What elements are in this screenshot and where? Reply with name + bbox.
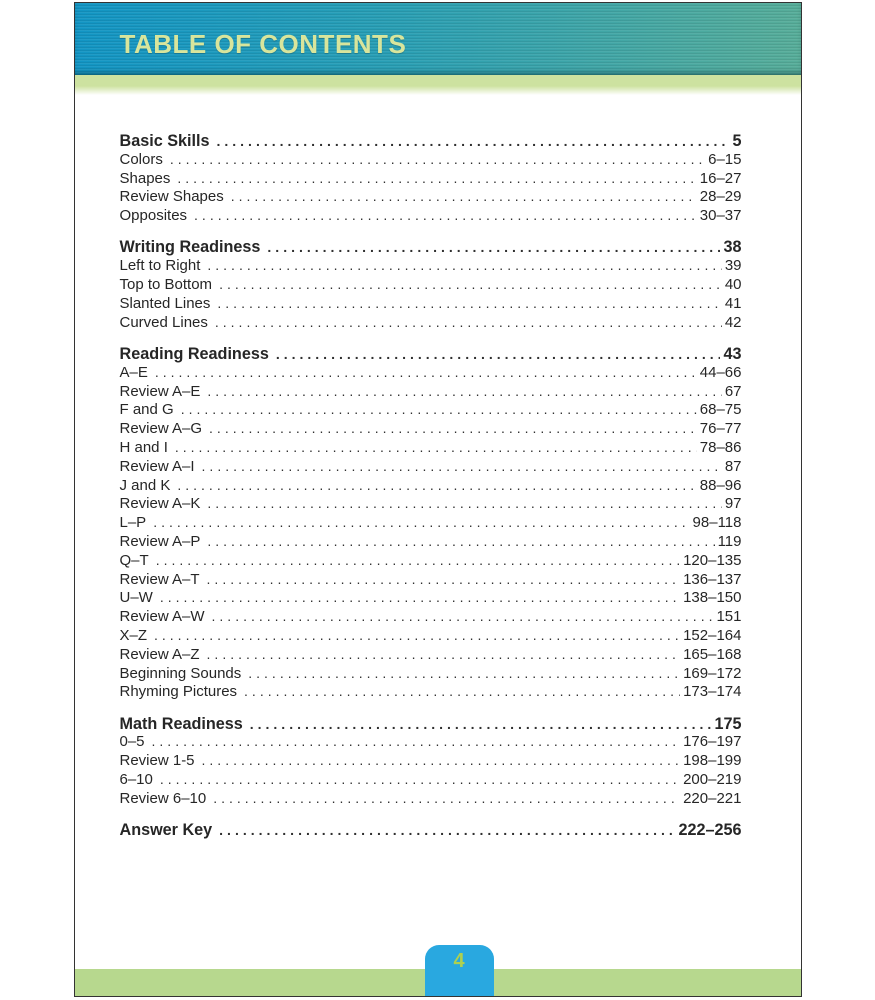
- toc-row: [120, 420, 742, 439]
- toc-entry-pages: 165–168: [683, 645, 742, 663]
- toc-entry-label: Review A–K: [119, 495, 201, 513]
- toc-entry-label: 0–5: [119, 733, 145, 751]
- dot-leader: [207, 571, 681, 588]
- dot-leader: [202, 458, 722, 475]
- toc-row: [120, 257, 742, 276]
- toc-entry-pages: 76–77: [699, 420, 742, 438]
- toc-entry-label: 6–10: [119, 771, 153, 788]
- toc-entry-pages: 151: [716, 608, 742, 626]
- toc-row: [120, 514, 742, 533]
- toc-row: [120, 238, 742, 257]
- toc-row: [120, 733, 742, 752]
- dot-leader: [153, 514, 689, 531]
- toc-entry-pages: 40: [724, 276, 742, 294]
- toc-entry-label: Shapes: [119, 169, 171, 187]
- toc-row: [120, 383, 742, 402]
- toc-row: [120, 715, 742, 734]
- toc-entry-pages: 87: [724, 457, 742, 475]
- dot-leader: [212, 608, 714, 625]
- dot-leader: [244, 683, 680, 700]
- book-page: [74, 2, 802, 997]
- dot-leader: [155, 364, 697, 381]
- toc-row: [120, 276, 742, 295]
- dot-leader: [209, 420, 697, 437]
- toc-row: [120, 151, 742, 170]
- toc-entry-label: Review 6–10: [119, 789, 207, 807]
- toc-entry-label: U–W: [119, 589, 153, 607]
- toc-entry-pages: 88–96: [699, 476, 742, 494]
- toc-row: [120, 364, 742, 383]
- toc-row: [120, 571, 742, 590]
- toc-entry-label: H and I: [119, 438, 168, 456]
- toc-entry-pages: 42: [724, 313, 742, 331]
- dot-leader: [152, 733, 681, 750]
- toc-row: [120, 790, 742, 809]
- toc-entry-label: L–P: [119, 514, 147, 532]
- toc-entry-label: A–E: [119, 363, 148, 381]
- toc-entry-label: Review Shapes: [119, 188, 224, 206]
- dot-leader: [177, 477, 696, 494]
- toc-entry-pages: 5: [732, 132, 742, 150]
- toc-entry-pages: 97: [724, 495, 742, 513]
- toc-entry-label: Basic Skills: [119, 132, 210, 150]
- toc-entry-pages: 176–197: [683, 733, 742, 751]
- toc-entry-pages: 136–137: [683, 570, 742, 588]
- toc-row: [120, 295, 742, 314]
- toc-entry-pages: 16–27: [699, 169, 742, 187]
- toc-entry-label: Review A–W: [119, 608, 205, 626]
- toc-entry-label: Beginning Sounds: [119, 664, 242, 682]
- dot-leader: [267, 238, 720, 257]
- toc-entry-pages: 119: [717, 532, 742, 550]
- dot-leader: [170, 151, 705, 168]
- toc-entry-pages: 78–86: [699, 438, 742, 456]
- toc-row: [120, 821, 742, 840]
- toc-entry-label: Left to Right: [119, 257, 201, 275]
- toc-entry-label: X–Z: [119, 626, 148, 644]
- toc-entry-pages: 68–75: [699, 401, 742, 419]
- dot-leader: [154, 627, 680, 644]
- toc-entry-pages: 120–135: [683, 551, 742, 569]
- toc-entry-pages: 222–256: [678, 821, 742, 840]
- toc-entry-pages: 220–221: [683, 789, 742, 807]
- toc-entry-pages: 173–174: [683, 683, 742, 701]
- dot-leader: [194, 207, 697, 224]
- toc-row: [120, 646, 742, 665]
- toc-entry-pages: 43: [723, 344, 742, 363]
- toc-entry-pages: 152–164: [683, 626, 742, 644]
- toc-entry-pages: 200–219: [683, 771, 742, 788]
- toc-entry-pages: 169–172: [683, 664, 742, 682]
- toc-entry-pages: 44–66: [699, 363, 742, 381]
- toc-entry-label: Curved Lines: [119, 313, 208, 331]
- toc-entry-label: Review A–T: [119, 570, 200, 588]
- dot-leader: [217, 132, 730, 151]
- page-header: [75, 3, 801, 75]
- toc-entry-label: Reading Readiness: [119, 344, 269, 363]
- toc-entry-pages: 175: [714, 714, 742, 733]
- dot-leader: [207, 495, 721, 512]
- toc-row: [120, 345, 742, 364]
- dot-leader: [207, 646, 681, 663]
- toc-row: [120, 533, 742, 552]
- dot-leader: [207, 383, 721, 400]
- table-of-contents: [75, 95, 801, 840]
- toc-entry-label: Rhyming Pictures: [119, 683, 238, 701]
- dot-leader: [160, 589, 680, 606]
- toc-row: [120, 608, 742, 627]
- dot-leader: [217, 295, 721, 312]
- toc-entry-pages: 198–199: [683, 752, 742, 770]
- toc-entry-label: Review A–G: [119, 420, 203, 438]
- toc-entry-label: Colors: [119, 150, 163, 168]
- dot-leader: [175, 439, 697, 456]
- toc-entry-label: F and G: [119, 401, 174, 419]
- toc-entry-pages: 39: [724, 257, 742, 275]
- toc-row: [120, 314, 742, 333]
- toc-entry-pages: 138–150: [683, 589, 742, 607]
- toc-row: [120, 188, 742, 207]
- toc-row: [120, 132, 742, 151]
- toc-entry-label: Math Readiness: [119, 714, 243, 733]
- toc-entry-pages: 38: [723, 238, 742, 257]
- toc-row: [120, 552, 742, 571]
- toc-row: [120, 589, 742, 608]
- dot-leader: [202, 752, 681, 769]
- dot-leader: [219, 821, 675, 840]
- header-accent-strip: [75, 75, 801, 95]
- toc-entry-label: Review A–E: [119, 382, 201, 400]
- dot-leader: [156, 552, 680, 569]
- toc-row: [120, 771, 742, 790]
- toc-entry-label: Writing Readiness: [119, 238, 261, 257]
- toc-entry-label: Review 1-5: [119, 752, 195, 770]
- toc-entry-label: Slanted Lines: [119, 294, 211, 312]
- toc-entry-pages: 41: [724, 294, 742, 312]
- toc-entry-pages: 30–37: [699, 207, 742, 225]
- toc-entry-label: J and K: [119, 476, 171, 494]
- dot-leader: [207, 533, 714, 550]
- toc-entry-pages: 98–118: [692, 514, 742, 532]
- dot-leader: [207, 257, 721, 274]
- toc-entry-pages: 28–29: [699, 188, 742, 206]
- toc-entry-pages: 6–15: [708, 150, 742, 168]
- toc-entry-label: Review A–I: [119, 457, 195, 475]
- page-number: 4: [453, 950, 465, 972]
- dot-leader: [177, 170, 696, 187]
- toc-row: [120, 665, 742, 684]
- dot-leader: [250, 715, 712, 734]
- toc-row-list: [120, 132, 742, 840]
- dot-leader: [181, 401, 697, 418]
- toc-row: [120, 439, 742, 458]
- toc-row: [120, 477, 742, 496]
- dot-leader: [276, 345, 721, 364]
- toc-entry-label: Q–T: [119, 551, 149, 569]
- toc-row: [120, 170, 742, 189]
- page-title: TABLE OF CONTENTS: [119, 29, 407, 59]
- toc-row: [120, 458, 742, 477]
- toc-entry-pages: 67: [724, 382, 742, 400]
- toc-entry-label: Review A–Z: [119, 645, 200, 663]
- dot-leader: [160, 771, 680, 788]
- dot-leader: [215, 314, 722, 331]
- toc-entry-label: Top to Bottom: [119, 276, 213, 294]
- page-number-tab: [425, 945, 494, 996]
- toc-row: [120, 627, 742, 646]
- toc-row: [120, 207, 742, 226]
- dot-leader: [219, 276, 722, 293]
- dot-leader: [231, 188, 697, 205]
- toc-row: [120, 683, 742, 702]
- toc-entry-label: Review A–P: [119, 532, 201, 550]
- toc-entry-label: Answer Key: [119, 821, 213, 840]
- toc-entry-label: Opposites: [119, 207, 188, 225]
- dot-leader: [213, 790, 680, 807]
- toc-row: [120, 495, 742, 514]
- dot-leader: [248, 665, 680, 682]
- toc-row: [120, 401, 742, 420]
- toc-row: [120, 752, 742, 771]
